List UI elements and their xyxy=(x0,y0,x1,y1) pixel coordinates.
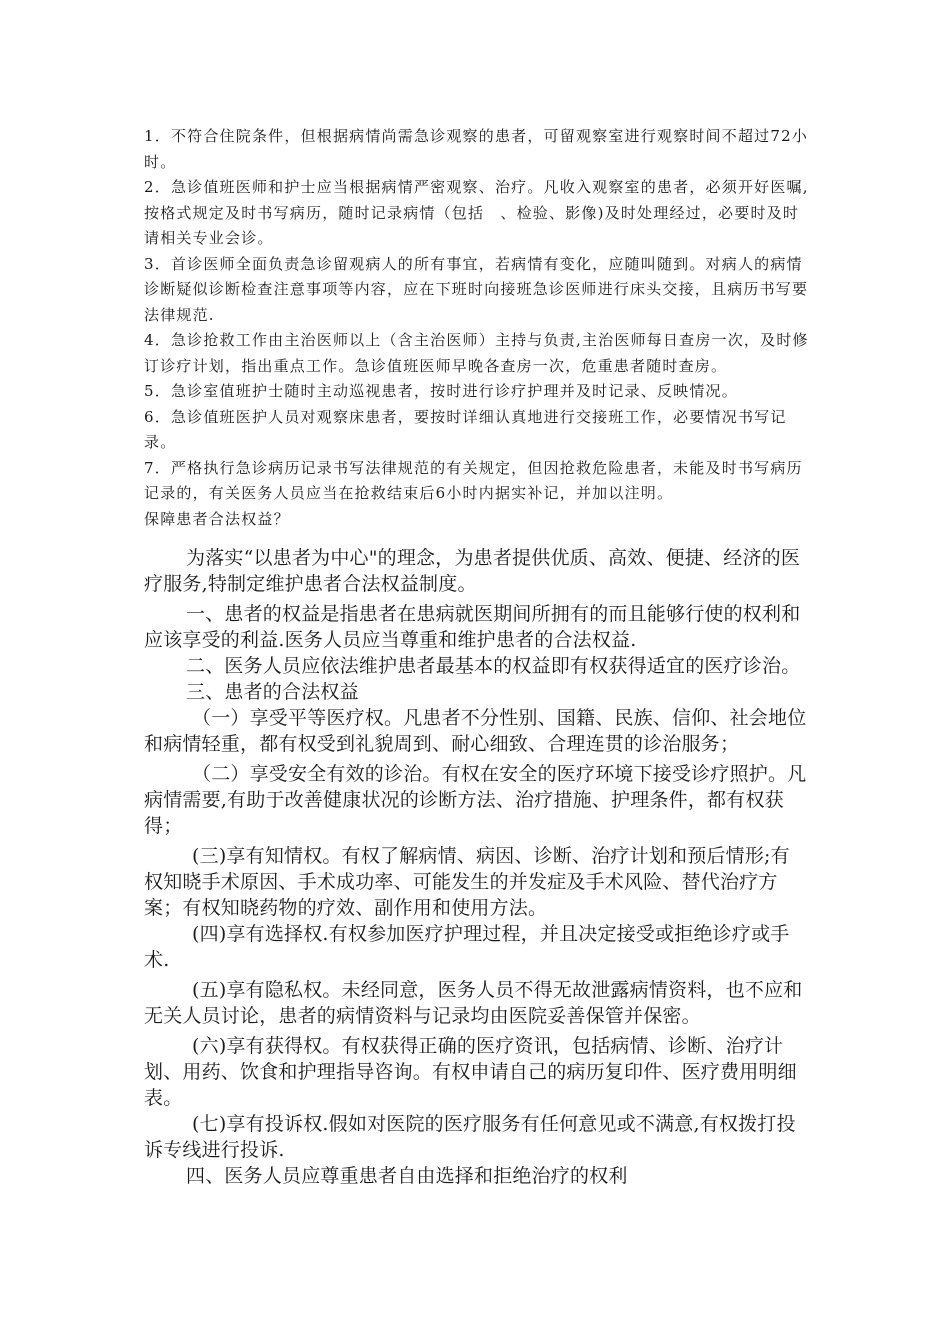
rule-item-5: 5．急诊室值班护士随时主动巡视患者，按时进行诊疗护理并及时记录、反映情况。 xyxy=(144,382,738,400)
section-heading: 保障患者合法权益？ xyxy=(144,509,290,528)
rule-item-4: 4．急诊抢救工作由主治医师以上（含主治医师）主持与负责,主治医师每日查房一次，及时修订诊疗计划，指出重点工作。急诊值班医师早晚各查房一次，危重患者随时查房。 xyxy=(144,331,809,375)
patient-rights-section xyxy=(144,545,809,1189)
right-item-4: (四)享有选择权.有权参加医疗护理过程，并且决定接受或拒绝诊疗或手术. xyxy=(144,923,790,971)
right-item-7: (七)享有投诉权.假如对医院的医疗服务有任何意见或不满意,有权拨打投诉专线进行投诉. xyxy=(144,1113,796,1161)
right-item-3: (三)享有知情权。有权了解病情、病因、诊断、治疗计划和预后情形;有权知晓手术原因、手术成功率、可能发生的并发症及手术风险、替代治疗方案；有权知晓药物的疗效、副作用和使用方法。 xyxy=(144,845,790,919)
rule-item-1: 1．不符合住院条件，但根据病情尚需急诊观察的患者，可留观察室进行观察时间不超过72小时。 xyxy=(144,127,809,171)
paragraph-2: 二、医务人员应依法维护患者最基本的权益即有权获得适宜的医疗诊治。 xyxy=(186,655,801,677)
right-item-2: （二）享受安全有效的诊治。有权在安全的医疗环境下接受诊疗照护。凡病情需要,有助于改善健康状况的诊断方法、治疗措施、护理条件，都有权获得； xyxy=(144,763,807,837)
right-item-6: (六)享有获得权。有权获得正确的医疗资讯，包括病情、诊断、治疗计划、用药、饮食和护理指导咨询。有权申请自己的病历复印件、医疗费用明细表。 xyxy=(144,1035,797,1109)
intro-paragraph: 为落实“以患者为中心"的理念，为患者提供优质、高效、便捷、经济的医疗服务,特制定维护患者合法权益制度。 xyxy=(144,547,801,595)
right-item-1: （一）享受平等医疗权。凡患者不分性别、国籍、民族、信仰、社会地位和病情轻重，都有权受到礼貌周到、耐心细致、合理连贯的诊治服务； xyxy=(144,707,807,755)
paragraph-4: 四、医务人员应尊重患者自由选择和拒绝治疗的权利 xyxy=(186,1165,628,1187)
paragraph-3: 三、患者的合法权益 xyxy=(186,681,359,703)
rule-item-6: 6．急诊值班医护人员对观察床患者，要按时详细认真地进行交接班工作，必要情况书写记录。 xyxy=(144,407,787,451)
rule-item-7: 7．严格执行急诊病历记录书写法律规范的有关规定，但因抢救危险患者，未能及时书写病历记录的，有关医务人员应当在抢救结束后6小时内据实补记，并加以注明。 xyxy=(144,458,803,502)
observation-rules-list xyxy=(144,124,809,532)
rule-item-2: 2．急诊值班医师和护士应当根据病情严密观察、治疗。凡收入观察室的患者，必须开好医嘱,按格式规定及时书写病历，随时记录病情（包括 、检验、影像)及时处理经过，必要时及时请相关专业会诊。 xyxy=(144,178,809,247)
rule-item-3: 3．首诊医师全面负责急诊留观病人的所有事宜，若病情有变化，应随叫随到。对病人的病情诊断疑似诊断检查注意事项等内容，应在下班时向接班急诊医师进行床头交接，且病历书写要法律规范. xyxy=(144,254,809,324)
right-item-5: (五)享有隐私权。未经同意，医务人员不得无故泄露病情资料，也不应和无关人员讨论，患者的病情资料与记录均由医院妥善保管并保密。 xyxy=(144,979,803,1027)
paragraph-1: 一、患者的权益是指患者在患病就医期间所拥有的而且能够行使的权利和应该享受的利益.医务人员应当尊重和维护患者的合法权益. xyxy=(144,603,801,651)
